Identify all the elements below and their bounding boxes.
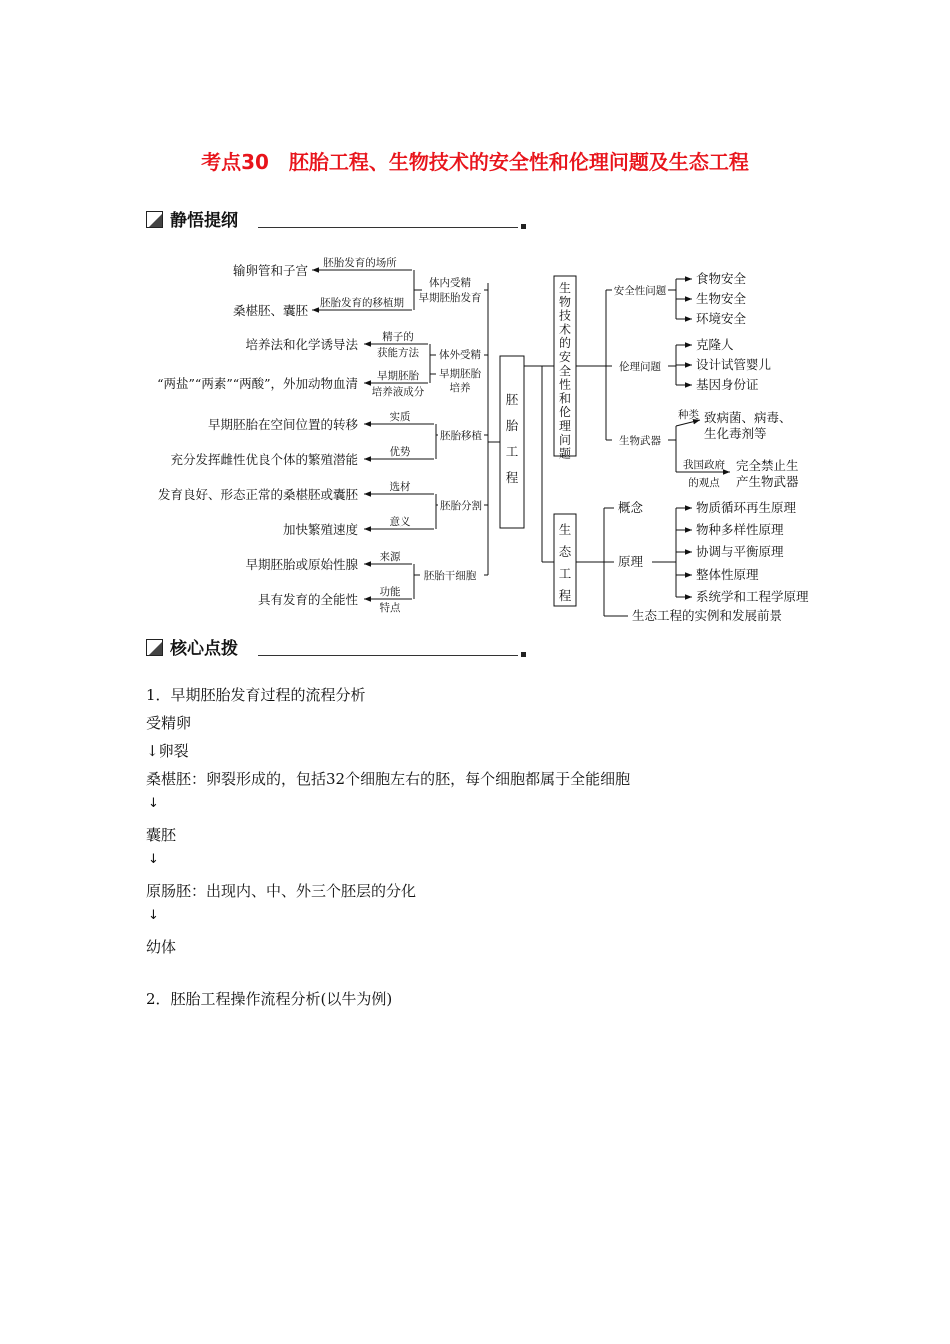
b2-result2: “两盐”“两素”“两酸”，外加动物血清 [157,376,358,391]
bio-label-char: 物 [558,294,572,309]
b5-edge1: 来源 [379,551,401,563]
b2-label2b: 培养 [449,382,471,394]
b4-edge1: 选材 [389,481,411,493]
b3-edge2: 优势 [389,446,411,458]
eco-label-char: 程 [558,588,572,603]
eco-label-char: 工 [558,566,572,581]
stage-blastocyst: 囊胚 [146,826,177,844]
stage-zygote: 受精卵 [146,714,192,732]
b1-result1: 输卵管和子宫 [232,263,308,278]
eco-principle-4: 整体性原理 [696,567,759,582]
bio-label-char: 全 [558,363,572,378]
section-marker-icon [146,639,163,656]
bio-label-char: 题 [558,446,572,461]
bio-label-char: 生 [558,281,572,295]
stage-young: 幼体 [146,938,177,956]
b1-label: 体内受精 [429,277,471,289]
eco-concept: 概念 [618,500,644,515]
b3-result1: 早期胚胎在空间位置的转移 [207,417,358,432]
eco-label-char: 态 [558,544,572,559]
safety-label: 安全性问题 [613,285,667,297]
eco-principle-2: 物种多样性原理 [696,522,784,537]
section-header-key-points [146,636,526,660]
b1-label2: 早期胚胎发育 [418,292,482,304]
b5-label: 胚胎干细胞 [423,570,477,582]
ethics-item-1: 克隆人 [696,337,734,352]
b4-result2: 加快繁殖速度 [282,522,358,537]
down-arrow-icon: ↓ [146,742,159,760]
bio-label-char: 伦 [558,405,572,420]
weapons-kind-b: 生化毒剂等 [704,426,767,441]
b1-edge2: 胚胎发育的移植期 [320,297,404,309]
hub-label-char: 程 [505,470,519,485]
page-title: 考点30 胚胎工程、生物技术的安全性和伦理问题及生态工程 [201,150,749,174]
ethics-label: 伦理问题 [619,361,661,373]
b5-edge2a: 功能 [379,586,401,598]
b3-label: 胚胎移植 [440,430,482,442]
weapons-view-r-b: 产生物武器 [736,474,799,489]
b4-result1: 发育良好、形态正常的桑椹胚或囊胚 [157,487,358,502]
weapons-kind: 种类 [678,409,699,421]
weapons-view-a: 我国政府 [683,459,725,471]
b5-edge2b: 特点 [379,602,401,614]
down-arrow-icon: ↓ [148,908,159,923]
b2-edge1b: 获能方法 [377,347,419,359]
eco-label-char: 生 [558,522,572,537]
b2-label1: 体外受精 [439,349,481,361]
bio-label-char: 问 [558,432,572,447]
hub-label-char: 胚 [505,392,519,407]
bio-label-char: 术 [558,322,572,337]
eco-principle: 原理 [618,554,644,569]
section-title: 静悟提纲 [170,211,238,231]
section-title: 核心点拨 [170,639,238,659]
hub-box-label [506,392,519,485]
bio-label-char: 的 [558,336,572,351]
ethics-item-3: 基因身份证 [696,377,759,392]
weapons-view-b: 的观点 [688,477,720,489]
b1-result2: 桑椹胚、囊胚 [232,303,308,318]
stage-morula: 桑椹胚：卵裂形成的，包括32个细胞左右的胚，每个细胞都属于全能细胞 [146,770,631,788]
b5-result1: 早期胚胎或原始性腺 [245,557,358,572]
b3-result2: 充分发挥雌性优良个体的繁殖潜能 [170,452,358,467]
weapons-kind-a: 致病菌、病毒、 [704,410,792,425]
b3-edge1: 实质 [389,411,411,423]
eco-principle-1: 物质循环再生原理 [696,500,797,515]
bio-label-char: 和 [558,391,572,406]
b2-result1: 培养法和化学诱导法 [245,337,358,352]
safety-item-2: 生物安全 [696,291,747,306]
b2-edge2a: 早期胚胎 [377,370,419,382]
arrow-label: 卵裂 [158,742,189,760]
hub-label-char: 工 [505,444,519,459]
b4-label: 胚胎分割 [440,500,482,512]
b2-edge2b: 培养液成分 [371,386,425,398]
point-2-title: 2．胚胎工程操作流程分析(以牛为例) [146,990,393,1008]
down-arrow-icon: ↓ [148,852,159,867]
bio-label-char: 理 [558,419,572,433]
section-end-dot [521,652,526,657]
eco-principle-3: 协调与平衡原理 [696,544,784,559]
bio-box-label [559,280,571,461]
b4-edge2: 意义 [389,516,411,528]
bio-label-char: 安 [558,350,572,364]
eco-box-label [559,522,572,603]
b2-edge1a: 精子的 [382,331,414,343]
b2-label2a: 早期胚胎 [439,368,481,380]
eco-principle-5: 系统学和工程学原理 [696,589,809,604]
concept-map [0,0,950,640]
arrow-cleavage [146,740,189,761]
hub-label-char: 胎 [505,418,519,433]
b1-edge1: 胚胎发育的场所 [323,257,397,269]
bio-label-char: 技 [558,308,572,323]
b5-result2: 具有发育的全能性 [257,592,358,607]
bio-label-char: 性 [558,377,572,392]
safety-item-3: 环境安全 [696,311,747,326]
stage-gastrula: 原肠胚：出现内、中、外三个胚层的分化 [146,882,417,900]
point-1-title: 1．早期胚胎发育过程的流程分析 [146,686,366,704]
eco-example: 生态工程的实例和发展前景 [632,608,783,623]
hub-box [500,356,524,528]
ethics-item-2: 设计试管婴儿 [696,357,772,372]
section-underline [258,655,518,656]
down-arrow-icon: ↓ [148,796,159,811]
weapons-view-r-a: 完全禁止生 [736,458,799,473]
weapons-label: 生物武器 [619,435,661,447]
safety-item-1: 食物安全 [696,271,747,286]
